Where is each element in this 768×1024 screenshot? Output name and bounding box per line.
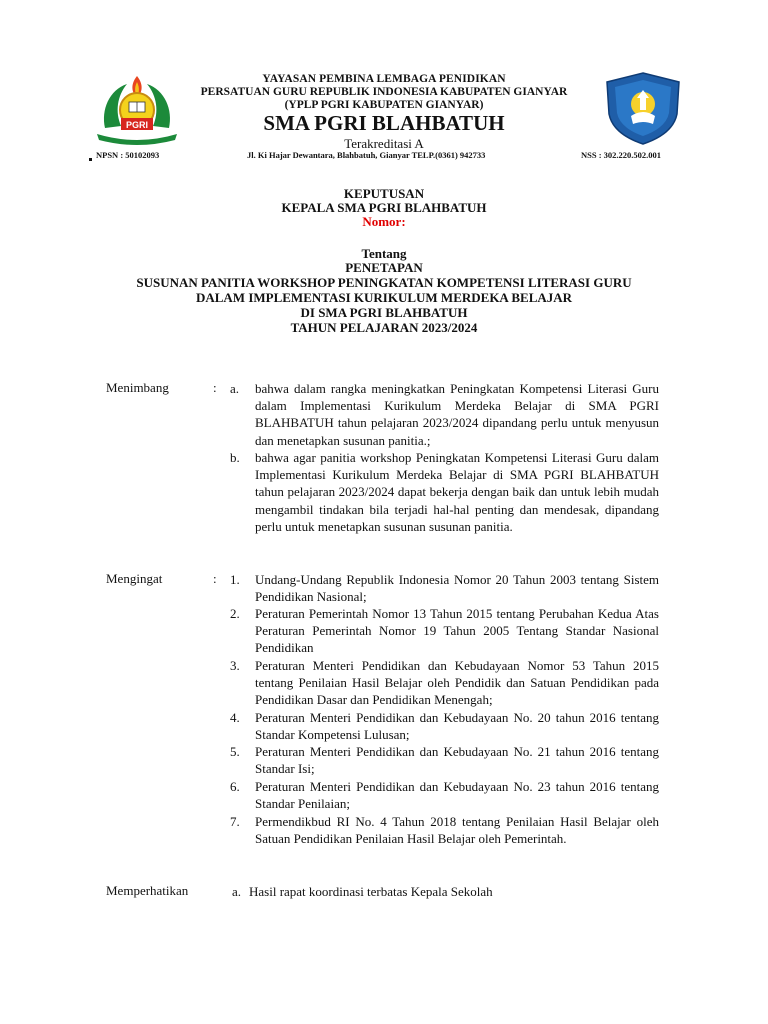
list-marker: 1. bbox=[230, 572, 240, 587]
list-marker: b. bbox=[230, 450, 240, 465]
list-marker: 5. bbox=[230, 744, 240, 759]
list-marker: 6. bbox=[230, 779, 240, 794]
list-item: Undang-Undang Republik Indonesia Nomor 20 Tahun 2003 tentang Sistem Pendidikan Nasional; bbox=[255, 572, 659, 605]
decree-title: KEPUTUSAN bbox=[343, 186, 425, 201]
list-marker: 3. bbox=[230, 658, 240, 673]
school-name: SMA PGRI BLAHBATUH bbox=[263, 111, 505, 135]
section-colon: : bbox=[213, 571, 217, 586]
list-marker: 4. bbox=[230, 710, 240, 725]
section-label-mengingat: Mengingat bbox=[106, 571, 163, 586]
list-item: Peraturan Pemerintah Nomor 13 Tahun 2015 tentang Perubahan Kedua Atas Peraturan Pemerintah Nomor 19 Tahun 2005 Tentang Standar Nasional Pendidikan bbox=[255, 606, 659, 656]
list-item: bahwa dalam rangka meningkatkan Peningkatan Kompetensi Literasi Guru dalam Implementasi Kurikulum Merdeka Belajar di SMA PGRI BLAHBATUH tahun pelajaran 2023/2024 dipandang perlu untuk menyusun dan menetapkan susunan panitia.; bbox=[255, 381, 659, 448]
list-item: Peraturan Menteri Pendidikan dan Kebudayaan Nomor 53 Tahun 2015 tentang Penilaian Hasil Belajar oleh Pendidik dan Satuan Pendidikan pada Pendidikan Dasar dan Pendidikan Menengah; bbox=[255, 658, 659, 708]
list-item: Peraturan Menteri Pendidikan dan Kebudayaan No. 23 tahun 2016 tentang Standar Penilaian; bbox=[255, 779, 659, 812]
decree-issuer: KEPALA SMA PGRI BLAHBATUH bbox=[281, 200, 487, 215]
decree-about: Tentang bbox=[361, 246, 407, 261]
letterhead-association: PERSATUAN GURU REPUBLIK INDONESIA KABUPATEN GIANYAR bbox=[200, 86, 568, 98]
list-marker: 7. bbox=[230, 814, 240, 829]
section-label-memperhatikan: Memperhatikan bbox=[106, 883, 189, 898]
list-item: bahwa agar panitia workshop Peningkatan Kompetensi Literasi Guru dalam Implementasi Kurikulum Merdeka Belajar di SMA PGRI BLAHBATUH tahun pelajaran 2023/2024 dapat bekerja dengan baik dan untuk lebih mudah mengambil tindakan bila terjadi hal-hal penting dan mendesak, dipandang perlu untuk menetapkan susunan susunan panitia. bbox=[255, 450, 659, 534]
decree-number: Nomor: bbox=[362, 214, 406, 229]
decree-penetapan: PENETAPAN bbox=[345, 260, 423, 275]
list-item: Peraturan Menteri Pendidikan dan Kebudayaan No. 21 tahun 2016 tentang Standar Isi; bbox=[255, 744, 659, 777]
letterhead-foundation: YAYASAN PEMBINA LEMBAGA PENIDIKAN bbox=[262, 73, 506, 85]
list-item: Permendikbud RI No. 4 Tahun 2018 tentang Penilaian Hasil Belajar oleh Satuan Pendidikan Penilaian Hasil Belajar oleh Pemerintah. bbox=[255, 814, 659, 847]
decree-subject-line: DALAM IMPLEMENTASI KURIKULUM MERDEKA BELAJAR bbox=[195, 290, 573, 305]
decree-subject-line: TAHUN PELAJARAN 2023/2024 bbox=[290, 320, 478, 335]
list-marker: 2. bbox=[230, 606, 240, 621]
bullet-dot bbox=[89, 158, 92, 161]
npsn: NPSN : 50102093 bbox=[96, 150, 160, 160]
decree-subject-line: DI SMA PGRI BLAHBATUH bbox=[300, 305, 468, 320]
accreditation: Terakreditasi A bbox=[344, 136, 424, 151]
list-marker: a. bbox=[230, 381, 240, 396]
list-item: Peraturan Menteri Pendidikan dan Kebudayaan No. 20 tahun 2016 tentang Standar Kompetensi Lulusan; bbox=[255, 710, 659, 743]
school-address: Jl. Ki Hajar Dewantara, Blahbatuh, Gianyar TELP.(0361) 942733 bbox=[247, 150, 486, 160]
section-colon: : bbox=[213, 380, 217, 395]
svg-text:PGRI: PGRI bbox=[125, 120, 149, 130]
section-label-menimbang: Menimbang bbox=[106, 380, 169, 395]
decree-subject-line: SUSUNAN PANITIA WORKSHOP PENINGKATAN KOMPETENSI LITERASI GURU bbox=[136, 275, 632, 290]
list-item: Hasil rapat koordinasi terbatas Kepala Sekolah bbox=[249, 884, 493, 899]
letterhead-abbreviation: (YPLP PGRI KABUPATEN GIANYAR) bbox=[284, 99, 484, 111]
list-marker: a. bbox=[232, 884, 242, 899]
nss: NSS : 302.220.502.001 bbox=[581, 150, 662, 160]
